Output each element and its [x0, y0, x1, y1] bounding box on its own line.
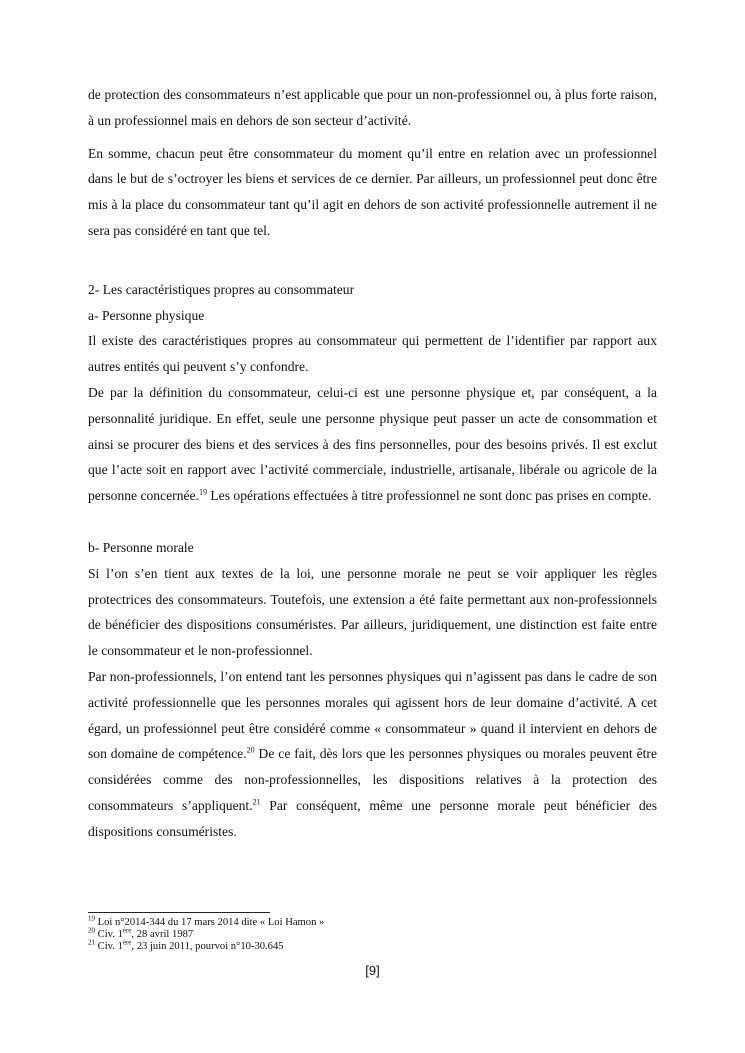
paragraph-text: De ce fait, dès lors que les personnes physiques ou morales peuvent être considérées comme des non-professionnelles, les dispositions relatives à la protection des consommateurs s’appliquent. [88, 746, 657, 813]
paragraph-text: Par non-professionnels, l’on entend tant les personnes physiques qui n’agissent pas dans le cadre de son activité professionnelle que les personnes morales qui agissent hors de leur domaine d’activité. A cet égard, un professionnel peut être considéré comme « consommateur » quand il intervient en dehors de son domaine de compétence. [88, 668, 657, 762]
footnote-number: 19 [88, 914, 95, 923]
footnote-text: Loi n°2014-344 du 17 mars 2014 dite « Loi Hamon » [95, 917, 325, 928]
footnotes [88, 914, 657, 954]
footnote-item [88, 926, 657, 941]
footnote-text: , 28 avril 1987 [131, 929, 194, 941]
paragraph-legal-person: Si l’on s’en tient aux textes de la loi, une personne morale ne peut se voir appliquer les règles protectrices des consommateurs. Toutefois, une extension a été faite permettant aux non-professionnels de bénéficier des dispositions consuméristes. Par ailleurs, juridiquement, une distinction est faite entre le consommateur et le non-professionnel. [88, 565, 657, 659]
paragraph-continued: de protection des consommateurs n’est applicable que pour un non-professionnel ou, à plus forte raison, à un professionnel mais en dehors de son secteur d’activité. [88, 87, 657, 128]
paragraph-natural-person [88, 380, 657, 509]
footnote-number: 20 [88, 926, 95, 935]
section-heading: 2- Les caractéristiques propres au consommateur [88, 281, 355, 297]
footnote-superscript: ère [122, 926, 132, 935]
paragraph-non-professionals [88, 664, 657, 845]
subsection-heading-b: b- Personne morale [88, 539, 194, 555]
footnote-text: Civ. 1 [95, 941, 123, 953]
page-number: [9] [365, 963, 380, 978]
footnote-ref: 19 [198, 487, 207, 497]
subsection-heading-a: a- Personne physique [88, 307, 205, 323]
paragraph-text: Les opérations effectuées à titre professionnel ne sont donc pas prises en compte. [206, 488, 652, 504]
footnote-superscript: ère [122, 938, 132, 947]
footnote-item [88, 938, 657, 953]
footnote-separator [88, 912, 270, 913]
footnote-item [88, 914, 657, 929]
footnote-ref: 21 [252, 797, 261, 807]
footnote-ref: 20 [246, 745, 255, 755]
paragraph-text: Par conséquent, même une personne morale peut bénéficier des dispositions consuméristes. [88, 797, 657, 839]
paragraph-summary: En somme, chacun peut être consommateur du moment qu’il entre en relation avec un professionnel dans le but de s’octroyer les biens et services de ce dernier. Par ailleurs, un professionnel peut donc être mis à la place du consommateur tant qu’il agit en dehors de son activité professionnelle autrement il ne sera pas considéré en tant que tel. [88, 145, 657, 238]
footnote-text: Civ. 1 [95, 929, 123, 941]
page-body [88, 82, 657, 845]
footnote-number: 21 [88, 938, 95, 947]
paragraph-characteristics: Il existe des caractéristiques propres au consommateur qui permettent de l’identifier par rapport aux autres entités qui peuvent s’y confondre. [88, 333, 657, 375]
paragraph-text: De par la définition du consommateur, celui-ci est une personne physique et, par conséquent, a la personnalité juridique. En effet, seule une personne physique peut passer un acte de consommation et ainsi se procurer des biens et des services à des fins personnelles, pour des besoins privés. Il est exclut que l’acte soit en rapport avec l’activité commerciale, industrielle, artisanale, libérale ou agricole de la personne concernée. [88, 384, 657, 504]
footnote-text: , 23 juin 2011, pourvoi n°10-30.645 [131, 941, 284, 953]
